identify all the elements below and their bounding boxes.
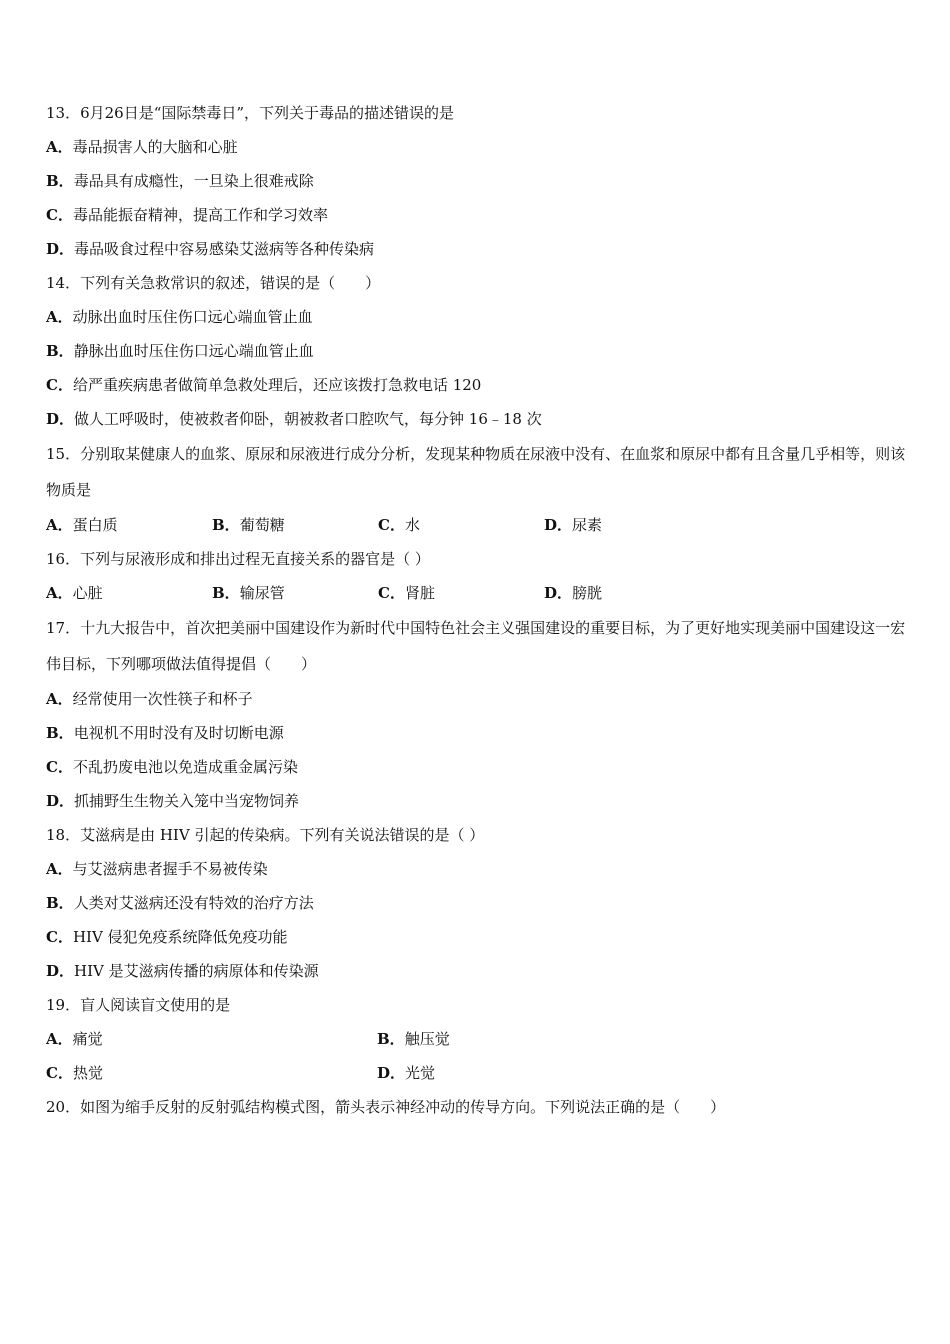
question-14	[46, 266, 908, 436]
question-15	[46, 436, 908, 542]
question-15-options	[46, 508, 908, 542]
question-17-stem: 17．十九大报告中，首次把美丽中国建设作为新时代中国特色社会主义强国建设的重要目标，为了更好地实现美丽中国建设这一宏伟目标，下列哪项做法值得提倡（ ）	[46, 619, 906, 673]
question-19-stem: 19．盲人阅读盲文使用的是	[46, 996, 231, 1014]
question-13-option-d: D．毒品吸食过程中容易感染艾滋病等各种传染病	[46, 240, 375, 258]
question-15-stem: 15．分别取某健康人的血浆、原尿和尿液进行成分分析，发现某种物质在尿液中没有、在血浆和原尿中都有且含量几乎相等，则该物质是	[46, 445, 906, 499]
question-13-option-b: B．毒品具有成瘾性，一旦染上很难戒除	[46, 172, 314, 190]
question-15-option-d: D．尿素	[544, 516, 603, 534]
question-17-option-d: D．抓捕野生生物关入笼中当宠物饲养	[46, 792, 300, 810]
question-14-option-c: C．给严重疾病患者做简单急救处理后，还应该拨打急救电话 120	[46, 376, 482, 394]
question-18-option-b: B．人类对艾滋病还没有特效的治疗方法	[46, 894, 314, 912]
question-15-option-b: B．葡萄糖	[212, 516, 285, 534]
exam-page	[46, 96, 908, 1124]
question-19-option-d: D．光觉	[377, 1064, 436, 1082]
question-18-option-a: A．与艾滋病患者握手不易被传染	[46, 860, 268, 878]
question-13-stem: 13．6月26日是“国际禁毒日”，下列关于毒品的描述错误的是	[46, 104, 455, 122]
question-19-option-c: C．热觉	[46, 1064, 103, 1082]
question-15-option-c: C．水	[378, 516, 420, 534]
question-17-option-b: B．电视机不用时没有及时切断电源	[46, 724, 284, 742]
question-17	[46, 610, 908, 818]
question-18-stem: 18．艾滋病是由 HIV 引起的传染病。下列有关说法错误的是（ ）	[46, 826, 485, 844]
question-16-option-d: D．膀胱	[544, 584, 603, 602]
question-15-option-a: A．蛋白质	[46, 516, 118, 534]
question-14-stem: 14．下列有关急救常识的叙述，错误的是（ ）	[46, 274, 381, 292]
question-19-option-a: A．痛觉	[46, 1030, 103, 1048]
question-19	[46, 988, 908, 1090]
question-18	[46, 818, 908, 988]
question-18-option-c: C．HIV 侵犯免疫系统降低免疫功能	[46, 928, 288, 946]
question-13	[46, 96, 908, 266]
question-13-option-a: A．毒品损害人的大脑和心脏	[46, 138, 238, 156]
question-16-option-a: A．心脏	[46, 584, 103, 602]
question-14-option-b: B．静脉出血时压住伤口远心端血管止血	[46, 342, 314, 360]
question-16-options	[46, 576, 908, 610]
question-20-stem: 20．如图为缩手反射的反射弧结构模式图，箭头表示神经冲动的传导方向。下列说法正确的是（ ）	[46, 1098, 726, 1116]
question-17-option-c: C．不乱扔废电池以免造成重金属污染	[46, 758, 298, 776]
question-16-option-b: B．输尿管	[212, 584, 285, 602]
question-19-option-b: B．触压觉	[377, 1030, 450, 1048]
question-19-options-row-2	[46, 1056, 908, 1090]
question-16	[46, 542, 908, 610]
question-17-option-a: A．经常使用一次性筷子和杯子	[46, 690, 253, 708]
question-14-option-d: D．做人工呼吸时，使被救者仰卧，朝被救者口腔吹气，每分钟 16﹣18 次	[46, 410, 542, 428]
question-16-stem: 16．下列与尿液形成和排出过程无直接关系的器官是（ ）	[46, 550, 430, 568]
question-20	[46, 1090, 908, 1124]
question-19-options-row-1	[46, 1022, 908, 1056]
question-16-option-c: C．肾脏	[378, 584, 435, 602]
question-14-option-a: A．动脉出血时压住伤口远心端血管止血	[46, 308, 313, 326]
question-13-option-c: C．毒品能振奋精神，提高工作和学习效率	[46, 206, 328, 224]
question-18-option-d: D．HIV 是艾滋病传播的病原体和传染源	[46, 962, 319, 980]
